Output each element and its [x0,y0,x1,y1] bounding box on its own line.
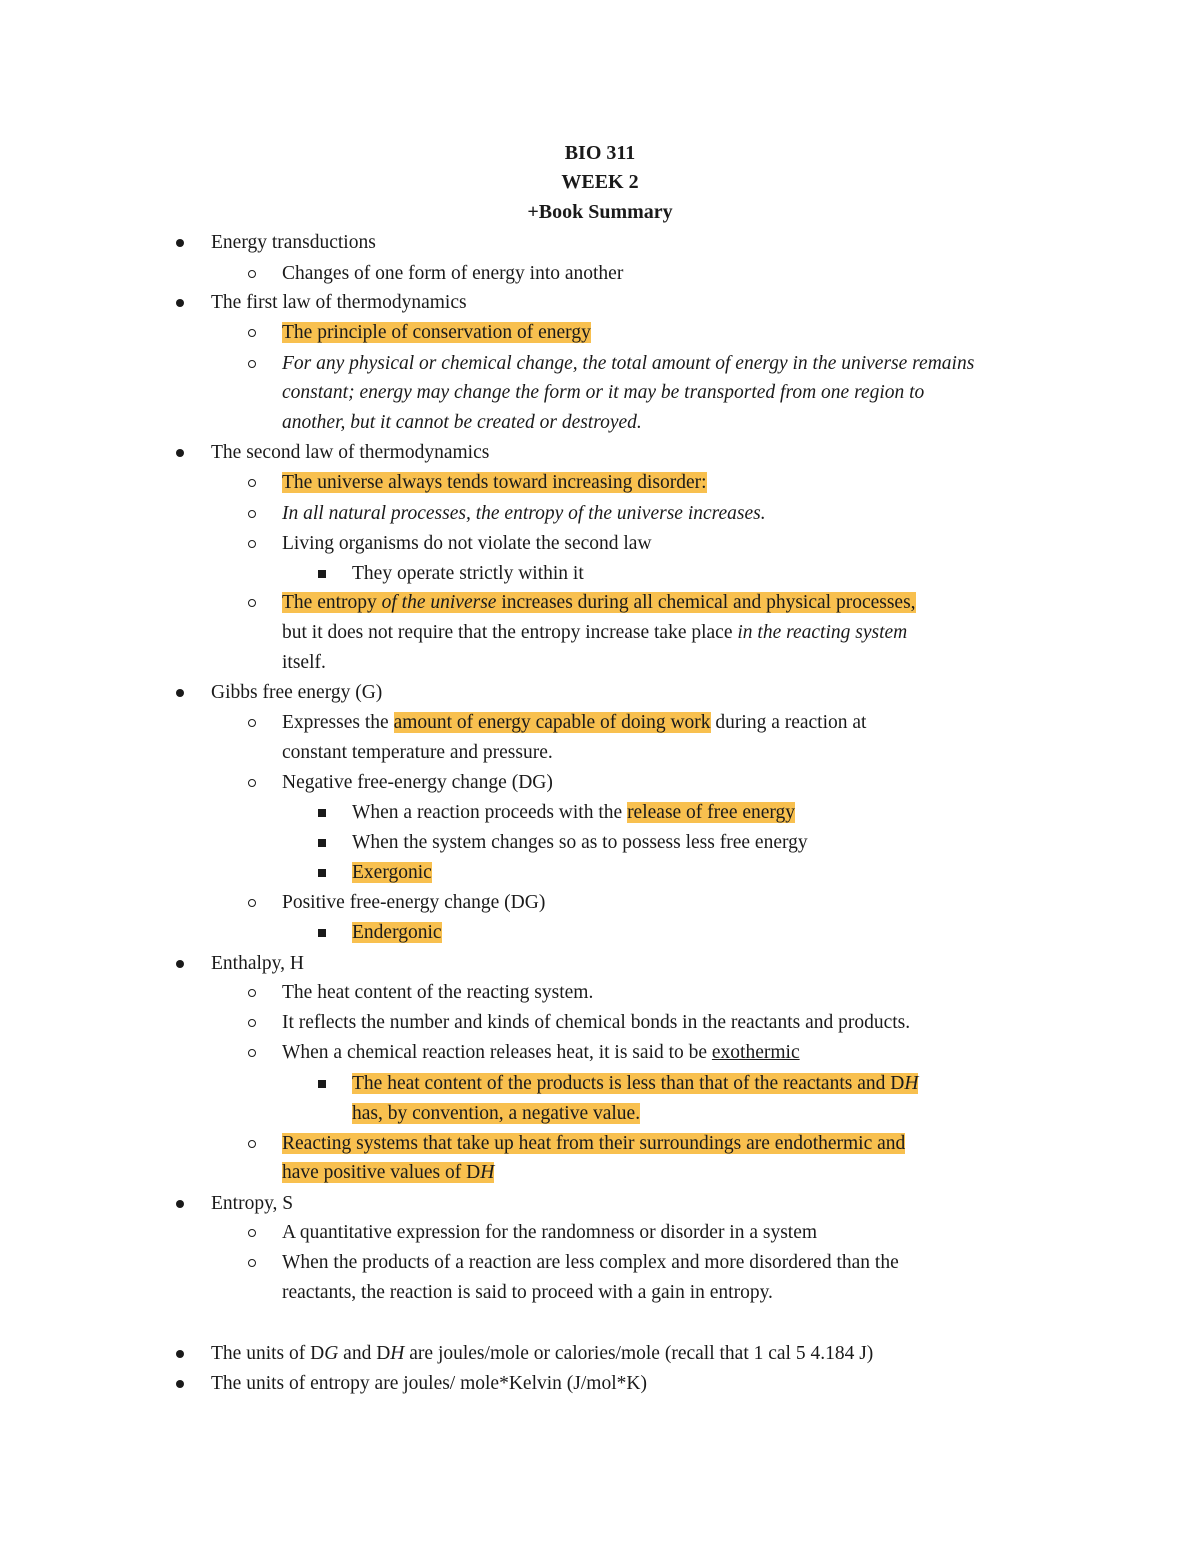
list-item-continuation: another, but it cannot be created or destroyed. [282,412,642,433]
course-title: BIO 311 [564,142,636,164]
bullet-square-icon [318,800,326,826]
underlined-text: exothermic [711,1042,800,1063]
list-item: When the system changes so as to possess less free energy [352,832,808,853]
list-item: A quantitative expression for the randomness or disorder in a system [282,1222,818,1243]
list-item: The heat content of the reacting system. [282,982,594,1003]
list-item: When the products of a reaction are less complex and more disordered than the [282,1252,899,1273]
list-item-continuation [352,1101,640,1127]
highlighted-text: The principle of conservation of energy [282,322,591,343]
list-item-continuation: itself. [282,652,326,673]
text-segment: When a reaction proceeds with the [352,802,628,823]
list-item: Negative free-energy change (DG) [282,772,553,793]
text-segment: When a chemical reaction releases heat, it is said to be [282,1042,712,1063]
bullet-ring-icon [248,1250,256,1276]
week-title: WEEK 2 [561,171,639,193]
list-item-continuation [282,1160,494,1186]
bullet-dot-icon [176,290,184,316]
list-item-units [211,1341,873,1367]
bullet-ring-icon [248,1131,256,1157]
bullet-ring-icon [248,980,256,1006]
list-item [282,590,916,616]
highlighted-text: The entropy [282,592,382,613]
list-item [352,1071,918,1097]
bullet-ring-icon [248,770,256,796]
subtitle: +Book Summary [527,201,673,223]
bullet-ring-icon [248,501,256,527]
list-item-entropy: Entropy, S [211,1193,294,1214]
bullet-dot-icon [176,230,184,256]
bullet-dot-icon [176,1341,184,1367]
text-segment: during a reaction at [710,712,867,733]
list-item: For any physical or chemical change, the total amount of energy in the universe remains [282,353,975,374]
list-item [282,320,591,346]
list-item: Positive free-energy change (DG) [282,892,546,913]
list-item-second-law: The second law of thermodynamics [211,442,490,463]
list-item-gibbs: Gibbs free energy (G) [211,682,383,703]
bullet-dot-icon [176,1191,184,1217]
bullet-ring-icon [248,261,256,287]
bullet-ring-icon [248,470,256,496]
list-item: Changes of one form of energy into another [282,263,624,284]
list-item-energy-transductions: Energy transductions [211,232,376,253]
list-item-enthalpy: Enthalpy, H [211,953,304,974]
list-item [352,860,432,886]
highlighted-text: Exergonic [352,862,432,883]
list-item-continuation [282,620,907,646]
text-segment: are joules/mole or calories/mole (recall that 1 cal 5 4.184 J) [404,1343,874,1364]
bullet-dot-icon [176,440,184,466]
list-item-continuation: constant; energy may change the form or it may be transported from one region to [282,382,925,403]
highlighted-text: Reacting systems that take up heat from their surroundings are endothermic and [282,1133,906,1154]
list-item-continuation: constant temperature and pressure. [282,742,553,763]
list-item [282,1131,905,1157]
bullet-ring-icon [248,1040,256,1066]
bullet-square-icon [318,920,326,946]
bullet-square-icon [318,830,326,856]
highlighted-text: Endergonic [352,922,442,943]
bullet-ring-icon [248,710,256,736]
text-segment: The units of D [211,1343,325,1364]
text-segment: Expresses the [282,712,394,733]
text-segment: G [324,1343,339,1364]
list-item-entropy-units: The units of entropy are joules/ mole*Kelvin (J/mol*K) [211,1373,647,1394]
list-item: In all natural processes, the entropy of the universe increases. [282,503,766,524]
highlighted-text: increases during all chemical and physical processes, [496,592,916,613]
highlighted-text: The heat content of the products is less than that of the reactants and D [352,1073,905,1094]
text-segment: but it does not require that the entropy increase take place [282,622,738,643]
bullet-ring-icon [248,890,256,916]
highlighted-text: The universe always tends toward increasing disorder: [282,472,707,493]
bullet-square-icon [318,860,326,886]
list-item [352,920,442,946]
highlighted-text: release of free energy [627,802,796,823]
list-item-continuation: reactants, the reaction is said to proceed with a gain in entropy. [282,1282,773,1303]
highlighted-text: of the universe [381,592,497,613]
bullet-ring-icon [248,320,256,346]
bullet-square-icon [318,1071,326,1097]
bullet-ring-icon [248,531,256,557]
bullet-dot-icon [176,951,184,977]
highlighted-text: has, by convention, a negative value. [352,1103,641,1124]
text-segment: H [390,1343,405,1364]
list-item [282,710,866,736]
bullet-ring-icon [248,1010,256,1036]
text-segment: in the reacting system [737,622,908,643]
highlighted-text: H [480,1162,495,1183]
list-item: It reflects the number and kinds of chemical bonds in the reactants and products. [282,1012,911,1033]
bullet-dot-icon [176,680,184,706]
list-item [352,800,795,826]
bullet-dot-icon [176,1371,184,1397]
text-segment: and D [338,1343,391,1364]
highlighted-text: have positive values of D [282,1162,481,1183]
bullet-square-icon [318,561,326,587]
bullet-ring-icon [248,590,256,616]
highlighted-text: amount of energy capable of doing work [393,712,711,733]
list-item: They operate strictly within it [352,563,584,584]
bullet-ring-icon [248,1220,256,1246]
list-item [282,1040,800,1066]
list-item-first-law: The first law of thermodynamics [211,292,467,313]
list-item [282,470,707,496]
bullet-ring-icon [248,351,256,377]
list-item: Living organisms do not violate the second law [282,533,652,554]
highlighted-text: H [904,1073,919,1094]
